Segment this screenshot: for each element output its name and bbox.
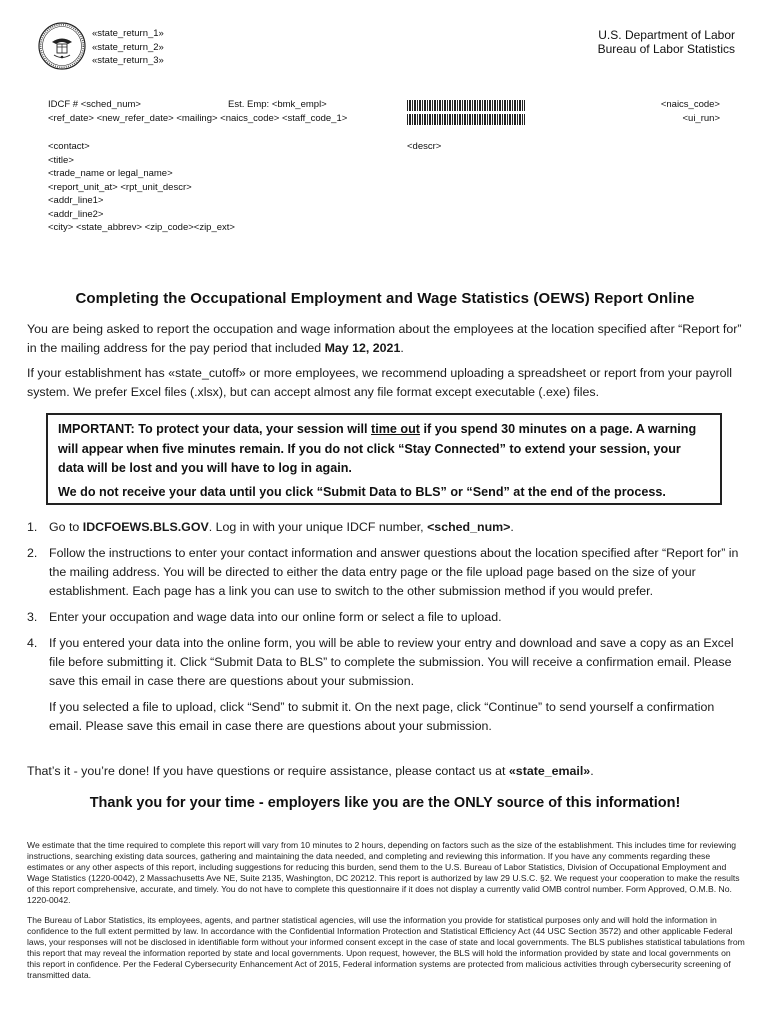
confidentiality-statement: The Bureau of Labor Statistics, its employees, agents, and partner statistical agencies, will use the information you provide for statistical purposes only and will hold the information in confidence to the full extent permitted by law. In accordance with the Confidential Information Protection and Statistical Efficiency Act (44 USC Section 3572) and other applicable Federal laws, your responses will not be disclosed in identifiable form without your informed consent except in the case of state and local governments. The BLS publishes statistical tabulations from this report that may reveal the information reported by state and local governments. Upon request, however, the BLS will hold the information provided by state and local governments on this report in confidence. Per the Federal Cybersecurity Enhancement Act of 2015, Federal information systems are protected from malicious activities through cybersecurity screening of transmitted data. [27, 915, 745, 980]
address-line: <addr_line2> [48, 208, 104, 220]
dol-seal-logo [38, 22, 86, 70]
closing-period: . [590, 764, 594, 778]
address-line: <addr_line1> [48, 195, 104, 206]
naics-code-right: <naics_code> [660, 99, 720, 110]
barcode [407, 114, 525, 125]
agency-bureau: Bureau of Labor Statistics [597, 42, 735, 56]
address-line: <trade_name or legal_name> [48, 168, 173, 179]
website-link[interactable]: IDCFOEWS.BLS.GOV [82, 520, 209, 534]
step-text-online: If you entered your data into the online form, you will be able to review your entry and download and save a copy as an Excel file before submitting it. Click “Submit Data to BLS” to complete the submission. You will receive a confirmation email. Please save this email in case there are questions about your submission. [49, 636, 734, 688]
closing-paragraph [27, 762, 742, 781]
state-return-line: «state_return_1» [92, 28, 164, 39]
est-emp: Est. Emp: <bmk_empl> [228, 99, 327, 110]
step-text-part: Go to [49, 520, 83, 534]
list-item [27, 518, 745, 537]
list-item [27, 634, 745, 736]
step-number: 4. [27, 636, 38, 650]
idcf-number: IDCF # <sched_num> [48, 99, 141, 110]
closing-text: That’s it - you’re done! If you have questions or require assistance, please contact us at [27, 764, 509, 778]
intro-period: . [400, 341, 404, 355]
step-text-part: . Log in with your unique IDCF number, [208, 520, 428, 534]
step-text-part: . [510, 520, 514, 534]
step-text: Follow the instructions to enter your contact information and answer questions about the location specified after “Report for” in the mailing address. You will be directed to either the data entry page or the file upload page based on the size of your establishment. Each page has a link you can use to switch to the other submission method if you would prefer. [49, 546, 739, 598]
step-number: 3. [27, 610, 38, 624]
sched-num: <sched_num> [427, 520, 511, 534]
warning-text: if you spend 30 minutes on a page. A warning will appear when five minutes remain. If you do not click “Stay Connected” to extend your session, your data will be lost and you will have to log in again. [58, 422, 697, 475]
address-line: <contact> [48, 141, 90, 152]
thank-you-heading: Thank you for your time - employers like you are the ONLY source of this information! [89, 795, 681, 811]
intro-text: You are being asked to report the occupation and wage information about the employees at the location specified after “Report for” in the mailing address for the pay period that included [27, 322, 742, 355]
refer-line: <ref_date> <new_refer_date> <mailing> <naics_code> <staff_code_1> [48, 113, 348, 124]
address-line: <report_unit_at> <rpt_unit_descr> [48, 181, 192, 193]
submit-warning: We do not receive your data until you click “Submit Data to BLS” or “Send” at the end of the process. [58, 484, 666, 499]
steps-list [27, 518, 745, 743]
state-return-block [92, 27, 164, 68]
agency-department: U.S. Department of Labor [598, 28, 735, 42]
upload-paragraph: If your establishment has «state_cutoff» or more employees, we recommend uploading a spreadsheet or report from your payroll system. We prefer Excel files (.xlsx), but can accept almost any file format except executable (.exe) files. [27, 366, 733, 399]
agency-header [598, 28, 735, 56]
state-return-line: «state_return_2» [92, 41, 164, 53]
important-notice-box [46, 413, 722, 505]
step-number: 2. [27, 546, 38, 560]
state-return-line: «state_return_3» [92, 55, 164, 66]
step-text-upload: If you selected a file to upload, click “Send” to submit it. On the next page, click “Continue” to send yourself a confirmation email. Please save this email in case there are questions about your submission. [49, 700, 715, 733]
step-number: 1. [27, 520, 38, 534]
list-item [27, 544, 745, 601]
state-email: «state_email» [508, 764, 591, 778]
ui-run-right: <ui_run> [682, 113, 720, 124]
intro-paragraph [27, 320, 742, 358]
pay-period-date: May 12, 2021 [324, 341, 401, 355]
address-line: <city> <state_abbrev> <zip_code><zip_ext> [48, 222, 235, 233]
list-item [27, 608, 745, 627]
mailing-address [48, 140, 235, 235]
page-title: Completing the Occupational Employment and Wage Statistics (OEWS) Report Online [75, 290, 695, 307]
descr-field: <descr> [407, 141, 442, 152]
step-text [49, 518, 745, 537]
warning-text: IMPORTANT: To protect your data, your session will [58, 422, 372, 436]
step-text [49, 634, 745, 736]
burden-statement: We estimate that the time required to complete this report will vary from 10 minutes to 2 hours, depending on factors such as the size of the establishment. This includes time for reviewing instructions, searching existing data sources, gathering and maintaining the data needed, and completing and reviewing this information. If you have any comments regarding these estimates or any other aspects of this report, including suggestions for reducing this burden, send them to the U.S. Bureau of Labor Statistics, Division of Occupational Employment and Wage Statistics (1220-0042), 2 Massachusetts Ave NE, Suite 2135, Washington, DC 20212. This report is authorized by law 29 U.S.C. §2. We request your cooperation to make the results of this report comprehensive, accurate, and timely. You do not have to complete this questionnaire if it does not display a currently valid OMB control number. Form Approved, O.M.B. No. 1220-0042. [27, 840, 740, 905]
barcode [407, 100, 525, 111]
step-text: Enter your occupation and wage data into our online form or select a file to upload. [49, 610, 502, 624]
timeout-warning [58, 420, 710, 479]
time-out-text: time out [371, 422, 420, 436]
address-line: <title> [48, 154, 74, 166]
